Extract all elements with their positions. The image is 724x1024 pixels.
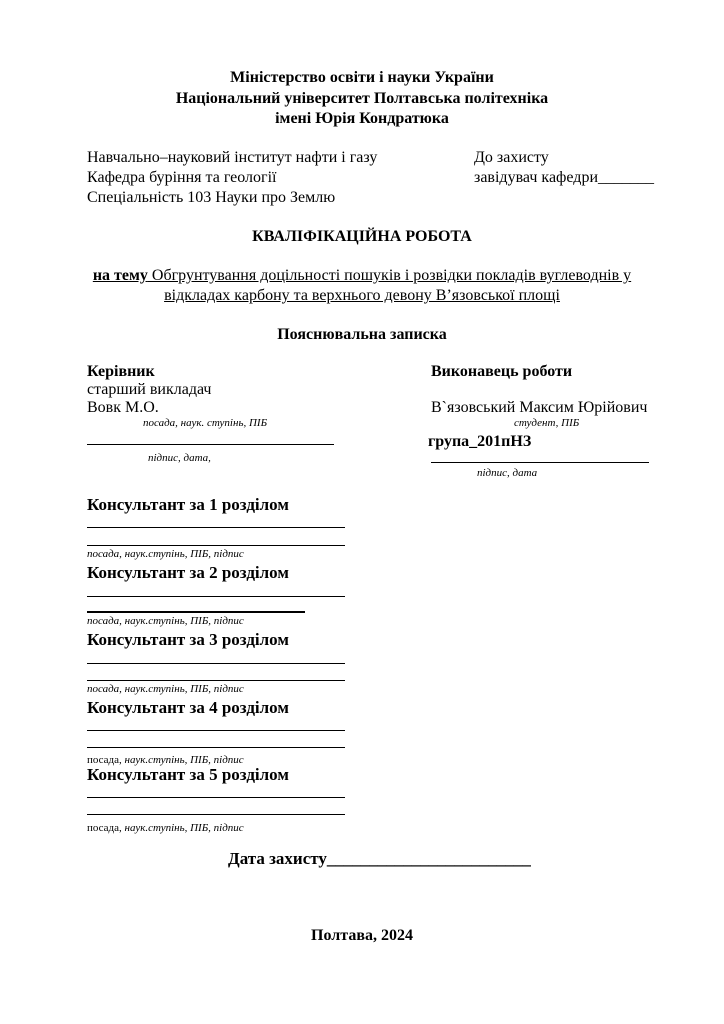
consultant-5-caption: наук.ступінь, ПІБ, підпис [124,822,244,834]
specialty-name: Спеціальність 103 Науки про Землю [87,189,336,206]
consultant-2-line-2 [87,611,305,613]
consultant-5-heading: Консультант за 5 розділом [87,765,289,784]
consultant-3-caption: посада, наук.ступінь, ПІБ, підпис [87,683,244,695]
consultant-5-caption-row [87,819,244,835]
consultant-4-caption: наук.ступінь, ПІБ, підпис [124,754,244,766]
department-name: Кафедра буріння та геології [87,169,277,186]
consultant-5-caption-prefix: посада, [87,822,125,834]
consultant-4-line-1 [87,730,345,731]
topic-line-2: відкладах карбону та верхнього девону В’язовської площі [164,287,560,304]
city-year: Полтава, 2024 [311,927,413,944]
executor-name: В`язовський Максим Юрійович [431,399,648,416]
consultant-1-caption: посада, наук.ступінь, ПІБ, підпис [87,548,244,560]
consultant-1-line-1 [87,527,345,528]
consultant-2-line-1 [87,596,345,597]
university-named-after: імені Юрія Кондратюка [275,110,449,127]
consultant-5-line-1 [87,797,345,798]
topic-text-1: Обгрунтування доцільності пошуків і розвідки покладів вуглеводнів у [147,267,632,284]
consultant-2-heading: Консультант за 2 розділом [87,563,289,582]
executor-signature-caption: підпис, дата [477,467,538,479]
consultant-1-line-2 [87,545,345,546]
ministry-heading: Міністерство освіти і науки України [230,69,494,86]
supervisor-position: старший викладач [87,381,212,398]
topic-line-1 [0,268,724,284]
institute-name: Навчально–науковий інститут нафти і газу [87,149,378,166]
supervisor-position-caption: посада, наук. ступінь, ПІБ [143,417,268,429]
department-head-line: завідувач кафедри_______ [474,169,655,186]
consultant-4-caption-prefix: посада, [87,754,125,766]
supervisor-heading: Керівник [87,363,155,380]
university-heading: Національний університет Полтавська політехніка [175,90,549,107]
consultant-4-heading: Консультант за 4 розділом [87,698,289,717]
supervisor-signature-caption: підпис, дата, [148,452,211,464]
executor-group: група_201пНЗ [428,433,532,450]
consultant-2-caption: посада, наук.ступінь, ПІБ, підпис [87,615,244,627]
explanatory-note-title: Пояснювальна записка [277,326,447,343]
defense-date: Дата захисту________________________ [228,849,531,868]
consultant-1-heading: Консультант за 1 розділом [87,495,289,514]
executor-heading: Виконавець роботи [431,363,573,380]
supervisor-name: Вовк М.О. [87,399,159,416]
consultant-4-line-2 [87,747,345,748]
consultant-3-line-1 [87,663,345,664]
document-title: КВАЛІФІКАЦІЙНА РОБОТА [252,228,472,245]
executor-signature-line [431,462,649,463]
supervisor-signature-line [87,444,334,445]
consultant-5-line-2 [87,814,345,815]
topic-label: на тему [92,267,148,284]
consultant-3-line-2 [87,680,345,681]
approval-label: До захисту [474,149,549,166]
executor-student-caption: студент, ПІБ [514,417,580,429]
consultant-3-heading: Консультант за 3 розділом [87,630,289,649]
